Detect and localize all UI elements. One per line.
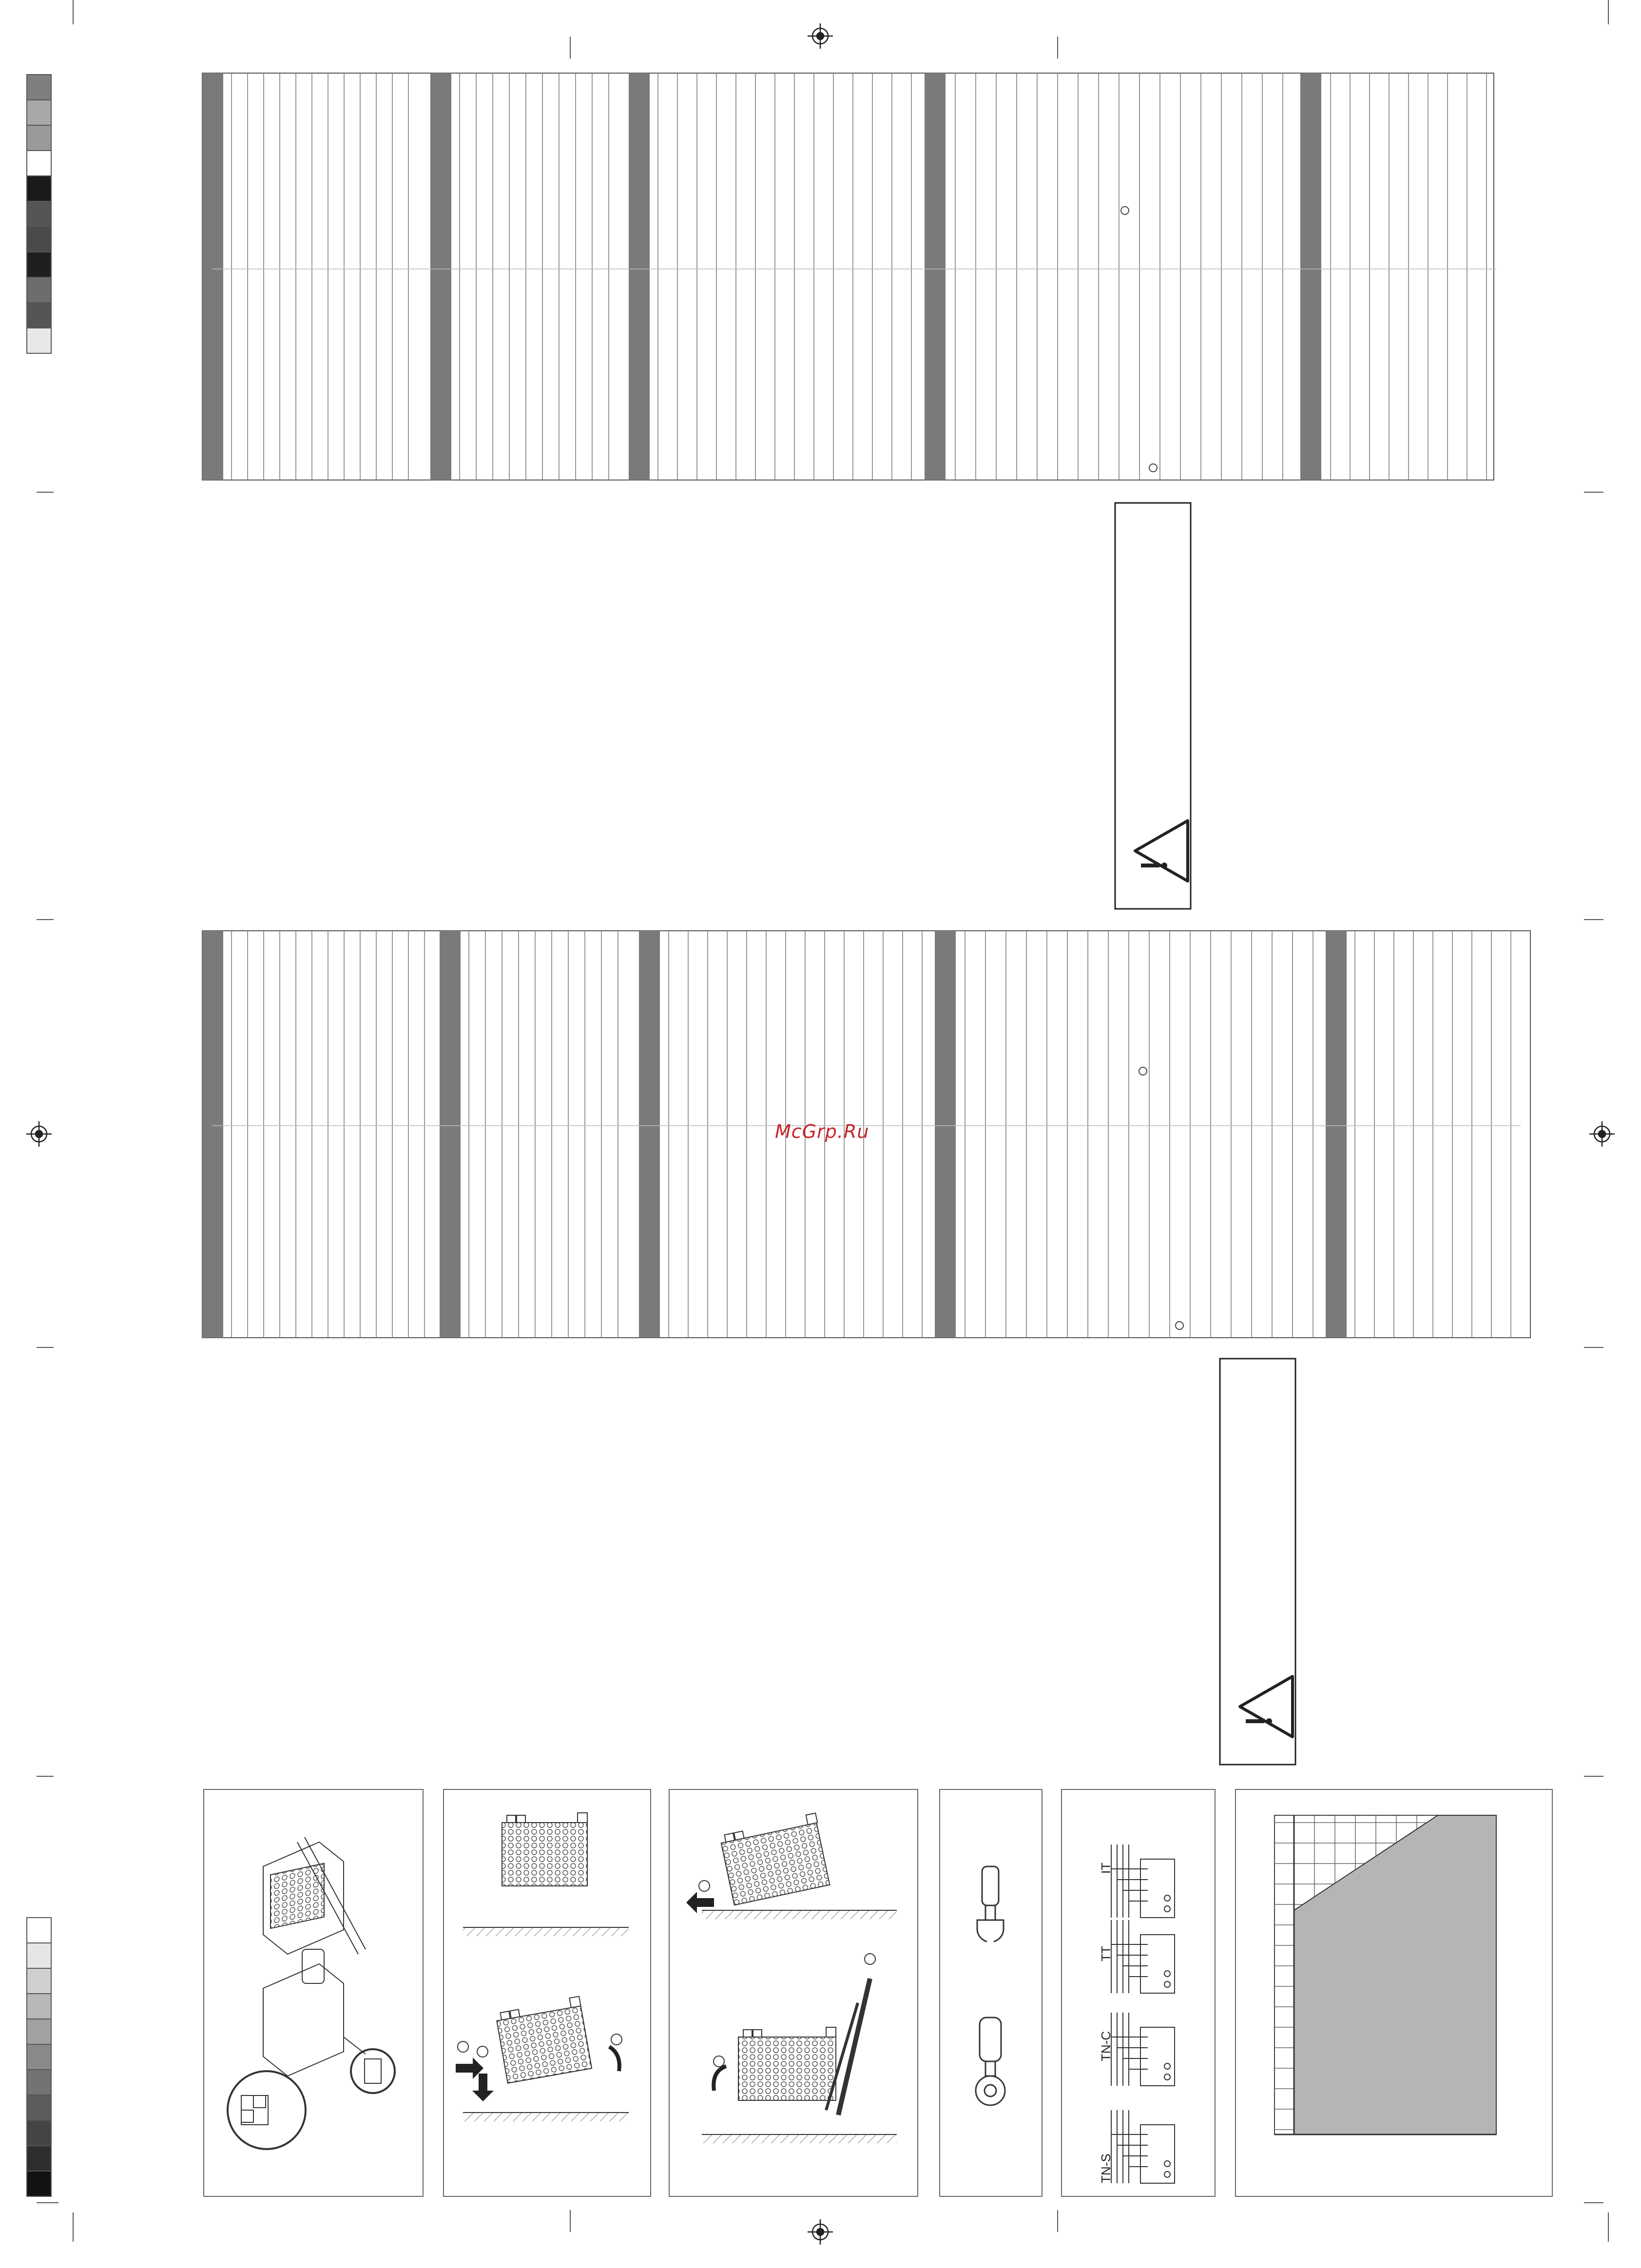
label-tn-c: TN-C — [1099, 2031, 1113, 2061]
section-bar — [629, 73, 650, 480]
grounding-box — [1140, 1935, 1175, 1993]
grounding-box — [1140, 2125, 1175, 2183]
watermark: McGrp.Ru — [775, 1121, 869, 1142]
figure-grounding-systems — [1062, 1789, 1215, 2196]
section-bar — [1326, 931, 1347, 1338]
section-bar — [925, 73, 946, 480]
mounting-steps-sketch — [456, 1813, 629, 2121]
label-tt: TT — [1099, 1946, 1113, 1961]
grounding-box — [1140, 2027, 1175, 2086]
terminal-dot — [1164, 1906, 1170, 1912]
label-tn-s: TN-S — [1099, 2153, 1113, 2183]
grayscale-bar-bottom — [27, 1918, 51, 2196]
terminal-dot — [1164, 2063, 1170, 2069]
color-bar-top — [27, 75, 51, 353]
spec-table-upper — [202, 73, 1496, 480]
removal-steps-sketch — [686, 1813, 897, 2143]
figure-terminals — [940, 1789, 1042, 2196]
label-it: IT — [1099, 1862, 1113, 1874]
terminal-dot — [1164, 2161, 1170, 2167]
warning-box-upper — [1115, 503, 1191, 909]
section-bar — [639, 931, 660, 1338]
terminal-dot — [1164, 2074, 1170, 2080]
section-bar — [935, 931, 956, 1338]
warning-box-lower — [1220, 1359, 1295, 1765]
terminal-dot — [1164, 2172, 1170, 2177]
section-bar — [202, 73, 223, 480]
grounding-box — [1140, 1859, 1175, 1918]
din-rail-sketch — [228, 1837, 395, 2149]
section-bar — [440, 931, 461, 1338]
section-bar — [202, 931, 223, 1338]
terminal-dot — [1164, 1971, 1170, 1977]
grounding-diagrams — [1111, 1845, 1175, 2183]
section-bar — [1300, 73, 1321, 480]
terminal-dot — [1164, 1895, 1170, 1901]
section-bar — [430, 73, 451, 480]
derating-chart — [1274, 1815, 1496, 2134]
terminal-dot — [1164, 1981, 1170, 1987]
fork-terminal-icon — [977, 1866, 1004, 1944]
ring-terminal-icon — [976, 2018, 1005, 2105]
